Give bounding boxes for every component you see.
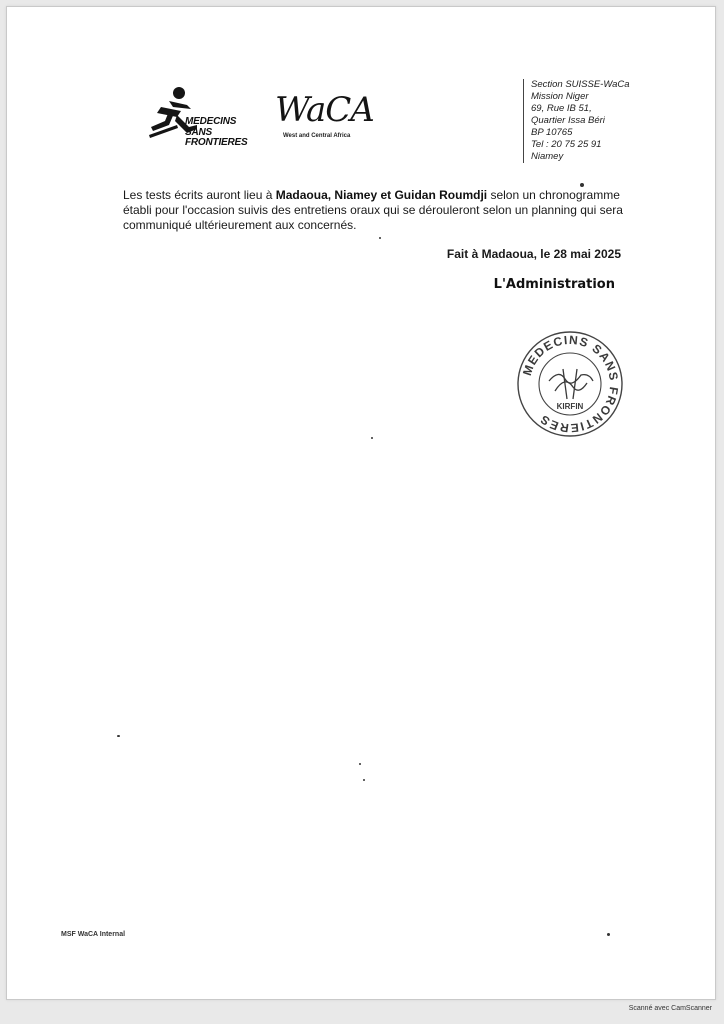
address-line: BP 10765 — [531, 127, 573, 138]
waca-logo-tagline: West and Central Africa — [283, 133, 351, 139]
document-page — [6, 6, 716, 1000]
paragraph-text: Les tests écrits auront lieu à — [123, 188, 276, 202]
waca-logo — [275, 90, 374, 147]
waca-logo-wordmark: WaCA — [275, 90, 374, 130]
address-line: Niamey — [531, 151, 564, 162]
address-line: Quartier Issa Béri — [531, 115, 605, 126]
address-line: Mission Niger — [531, 91, 589, 102]
scan-speck — [580, 183, 584, 187]
address-line: 69, Rue IB 51, — [531, 103, 592, 114]
msf-stamp — [515, 329, 625, 439]
msf-logo-line-1: MEDECINS — [185, 116, 237, 127]
stamp-signature-icon — [549, 369, 593, 399]
scan-speck — [117, 735, 120, 737]
address-line: Section SUISSE-WaCa — [531, 79, 630, 90]
scan-speck — [371, 437, 373, 439]
scan-speck — [607, 933, 610, 936]
msf-logo — [147, 85, 275, 148]
address-line: Tel : 20 75 25 91 — [531, 139, 602, 150]
document-classification: MSF WaCA Internal — [61, 931, 126, 938]
scan-speck — [363, 779, 365, 781]
stamp-center-text: KIRFIN — [556, 402, 584, 411]
msf-logo-line-2: SANS FRONTIERES — [185, 127, 248, 148]
scanner-credit: Scanné avec CamScanner — [628, 1005, 712, 1012]
signatory: L'Administration — [493, 277, 615, 292]
sender-address — [523, 79, 630, 163]
place-and-date: Fait à Madaoua, le 28 mai 2025 — [446, 247, 621, 261]
paragraph-locations: Madaoua, Niamey et Guidan Roumdji — [275, 188, 488, 202]
body-paragraph — [123, 188, 623, 233]
scan-speck — [379, 237, 381, 239]
scan-speck — [359, 763, 361, 765]
stamp-ring-text: MEDECINS SANS FRONTIERES — [519, 332, 622, 436]
paragraph-text: selon un chronogramme établi pour l'occasion suivis des entretiens oraux qui se dérouleront selon un planning qui sera communiqué ultérieurement aux concernés. — [123, 188, 623, 232]
